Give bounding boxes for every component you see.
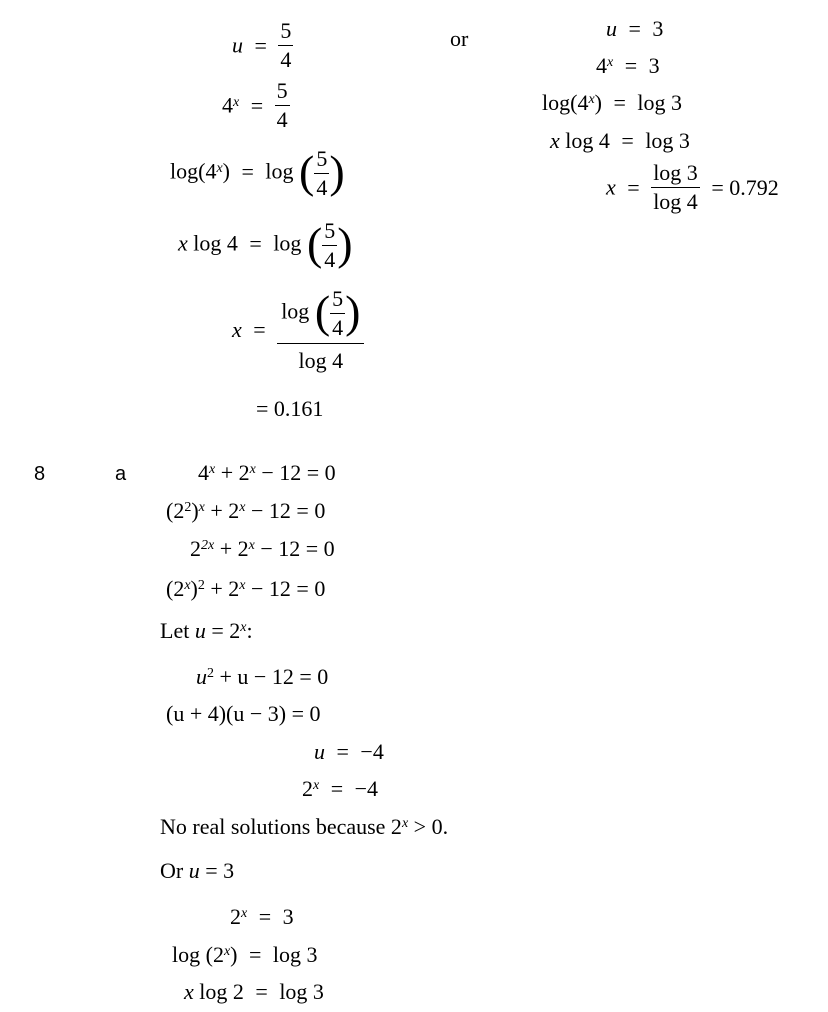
q8-line3: $2^{2x} + 2^x - 12 = 0$ [190, 536, 335, 561]
q8-no-real-note: No real solutions because $2^x > 0$. [160, 814, 449, 839]
q8-xlog2: x log 2 = log 3 [184, 979, 324, 1004]
q8-or-u3: Or u = 3 [160, 858, 235, 883]
right-line-log4x: log(4$^x$) = log 3 [542, 90, 683, 115]
question-part-label: a [115, 463, 127, 485]
fraction-5-4: $\frac{5}{4}$ [316, 146, 328, 200]
q8-log2x: log (2$^x$) = log 3 [172, 942, 318, 967]
q8-line1: $4^x + 2^x - 12 = 0$ [198, 460, 336, 485]
q8-line2: $(2^2)^x + 2^x - 12 = 0$ [166, 498, 326, 523]
question-number: 8 [34, 463, 46, 485]
var-u: u [232, 32, 243, 58]
fraction-5-4: $\frac{5}{4}$ [324, 218, 336, 272]
right-line-4x: 4$^x$ = 3 [596, 53, 660, 78]
left-line-u: u = $\frac{5}{4}$ [232, 18, 292, 72]
left-line-4x: 4$^x$ = $\frac{5}{4}$ [222, 78, 288, 132]
left-line-log4x: log(4$^x$) = log ( $\frac{5}{4}$ ) [170, 145, 345, 200]
or-word: or [450, 26, 469, 51]
q8-2x-3: 2$^x$ = 3 [230, 904, 294, 929]
left-line-x-fraction: x = log ( $\frac{5}{4}$ ) log 4 [232, 288, 364, 372]
right-line-x-fraction: x = $\frac{\log 3}{\log 4}$ = 0.792 [606, 160, 779, 214]
q8-2x-neg4: 2$^x$ = −4 [302, 776, 379, 801]
q8-quadratic: $u^2 + u - 12 = 0$ [196, 664, 329, 689]
fraction-log3-over-log4: $\frac{\log 3}{\log 4}$ [653, 160, 698, 214]
fraction-log54-over-log4: log ( $\frac{5}{4}$ ) log 4 [277, 288, 364, 372]
fraction-5-4: $\frac{5}{4}$ [276, 78, 288, 132]
right-line-xlog4: x log 4 = log 3 [550, 128, 690, 153]
left-line-xlog4: x log 4 = log ( $\frac{5}{4}$ ) [178, 217, 353, 272]
fraction-5-4: $\frac{5}{4}$ [280, 18, 292, 72]
q8-u-neg4: u = −4 [314, 739, 384, 764]
q8-line4: $(2^x)^2 + 2^x - 12 = 0$ [166, 576, 326, 601]
fraction-5-4: $\frac{5}{4}$ [332, 286, 344, 340]
q8-let-line: Let $u = 2^x$: [160, 618, 253, 643]
q8-factored: (u + 4)(u − 3) = 0 [166, 701, 321, 726]
left-line-result: = 0.161 [256, 396, 324, 421]
right-line-u: u = 3 [606, 16, 664, 41]
